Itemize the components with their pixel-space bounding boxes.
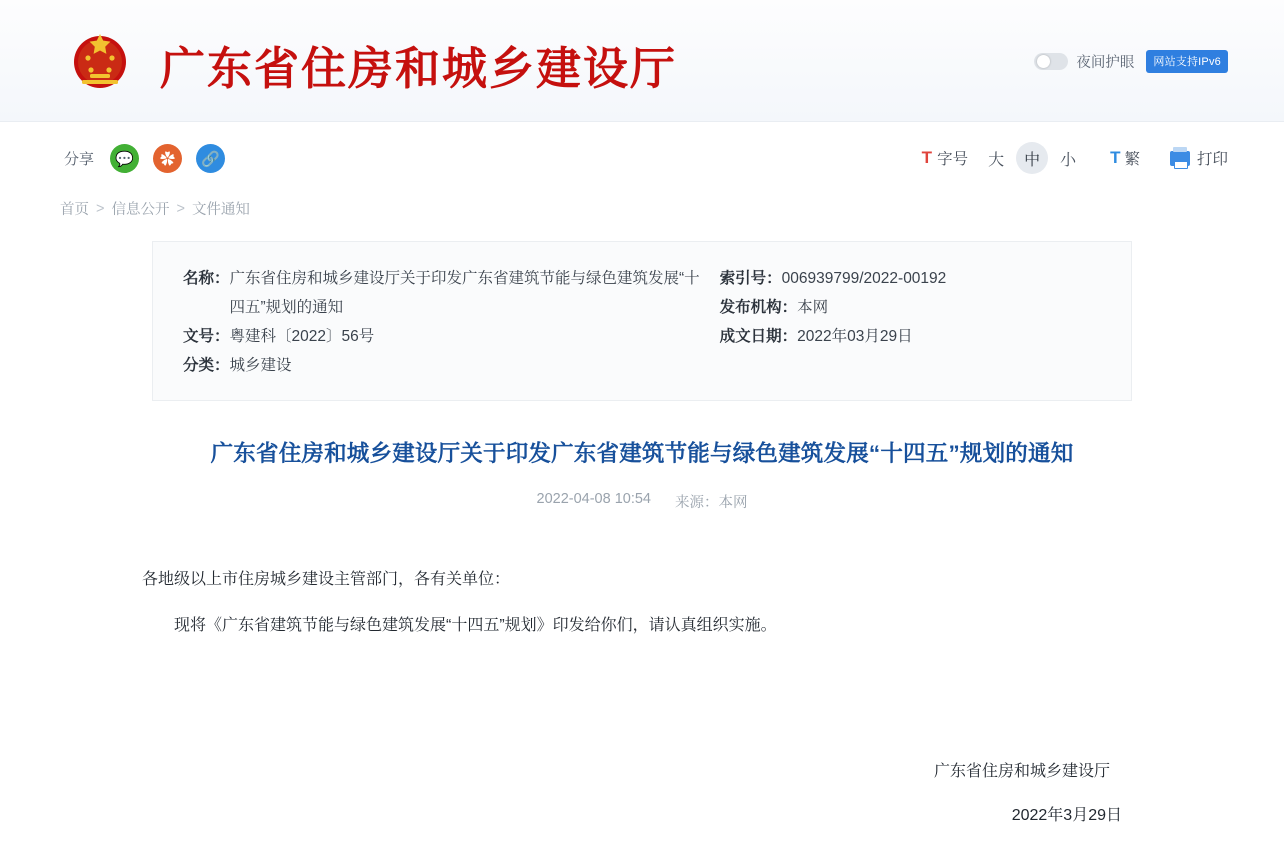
signature-date: 2022年3月29日 <box>1011 807 1122 824</box>
meta-row-category <box>183 351 710 380</box>
article-body <box>142 564 1142 642</box>
link-icon[interactable]: 🔗 <box>196 144 225 173</box>
meta-row-index <box>720 264 1101 293</box>
night-mode-toggle[interactable] <box>1034 51 1134 72</box>
print-label: 打印 <box>1196 151 1228 168</box>
traditional-chinese-button[interactable] <box>1110 147 1140 169</box>
article-timestamp: 2022-04-08 10:54 <box>536 491 651 507</box>
font-size-icon: T <box>913 148 932 167</box>
meta-value: 城乡建设 <box>229 357 292 374</box>
meta-key: 索引号： <box>719 270 782 287</box>
meta-key: 文号： <box>183 328 230 345</box>
site-title: 广东省住房和城乡建设厅 <box>160 42 678 95</box>
article-paragraph: 各地级以上市住房城乡建设主管部门，各有关单位： <box>142 571 511 588</box>
article-signature <box>142 750 1142 838</box>
article-source: 来源：本网 <box>675 495 748 511</box>
meta-key: 名称： <box>183 270 230 287</box>
breadcrumb-separator: > <box>96 200 105 217</box>
night-mode-label: 夜间护眼 <box>1076 55 1135 71</box>
meta-value: 广东省住房和城乡建设厅关于印发广东省建筑节能与绿色建筑发展“十四五”规划的通知 <box>229 270 700 316</box>
site-header <box>0 0 1284 122</box>
article-paragraph: 现将《广东省建筑节能与绿色建筑发展“十四五”规划》印发给你们，请认真组织实施。 <box>174 617 777 634</box>
font-size-small[interactable]: 小 <box>1060 151 1077 169</box>
toggle-knob <box>1037 55 1050 68</box>
meta-value: 粤建科〔2022〕56号 <box>229 328 375 345</box>
meta-row-docnum <box>183 322 710 351</box>
meta-row-publisher <box>720 293 1101 322</box>
meta-key: 成文日期： <box>719 328 798 345</box>
meta-key: 发布机构： <box>719 299 798 316</box>
font-size-large[interactable]: 大 <box>988 151 1005 169</box>
meta-column-left <box>183 264 720 380</box>
header-tools <box>1034 50 1228 73</box>
traditional-chinese-icon: T <box>1110 148 1121 167</box>
meta-value: 2022年03月29日 <box>797 328 913 345</box>
breadcrumb-item-info[interactable]: 信息公开 <box>111 202 170 218</box>
breadcrumb-item-home[interactable]: 首页 <box>60 202 89 218</box>
meta-value: 本网 <box>797 299 829 316</box>
traditional-chinese-label: 繁 <box>1124 151 1140 168</box>
meta-row-name <box>183 264 710 322</box>
font-size-group <box>913 142 1228 174</box>
breadcrumb <box>60 198 1284 219</box>
meta-column-right <box>720 264 1101 380</box>
national-emblem-icon <box>68 28 132 92</box>
meta-key: 分类： <box>183 357 230 374</box>
print-button[interactable] <box>1170 147 1228 169</box>
wechat-icon[interactable]: 💬 <box>110 144 139 173</box>
page-title: 广东省住房和城乡建设厅关于印发广东省建筑节能与绿色建筑发展“十四五”规划的通知 <box>210 441 1074 466</box>
document-meta-card <box>152 241 1132 401</box>
article-toolbar <box>0 122 1284 198</box>
weibo-icon[interactable]: ✿ <box>153 144 182 173</box>
article-subline <box>0 491 1284 512</box>
meta-row-date <box>720 322 1101 351</box>
signature-name: 广东省住房和城乡建设厅 <box>933 763 1110 780</box>
share-label: 分享 <box>64 151 95 168</box>
font-size-medium[interactable]: 中 <box>1016 142 1048 174</box>
breadcrumb-item-notice[interactable]: 文件通知 <box>191 202 250 218</box>
share-group <box>64 144 225 173</box>
breadcrumb-separator: > <box>176 200 185 217</box>
font-size-label: 字号 <box>937 151 969 168</box>
meta-value: 006939799/2022-00192 <box>781 270 947 287</box>
printer-icon <box>1170 151 1190 166</box>
toggle-track[interactable] <box>1034 53 1068 70</box>
ipv6-badge: 网站支持IPv6 <box>1146 50 1228 73</box>
